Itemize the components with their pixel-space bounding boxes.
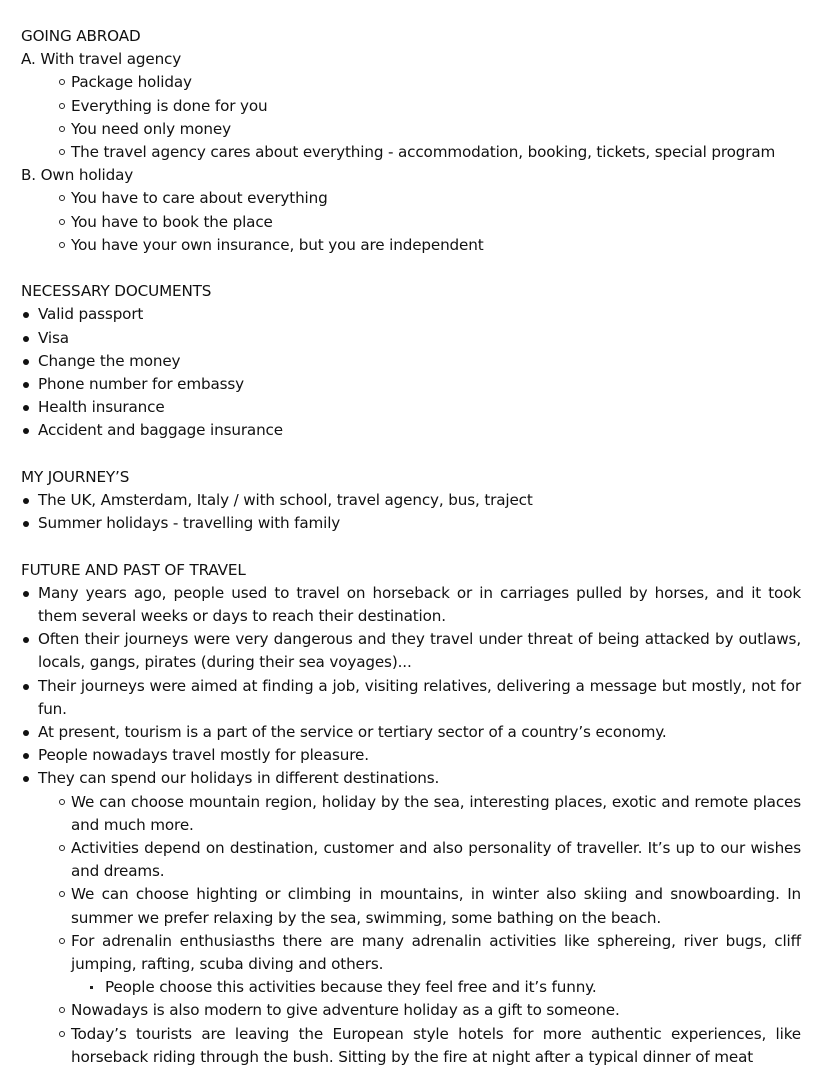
list-item: Accident and baggage insurance xyxy=(38,421,283,440)
list-item: People nowadays travel mostly for pleasure. xyxy=(38,746,369,765)
list-item: You have to care about everything xyxy=(71,189,328,208)
section-title-necessary-documents: NECESSARY DOCUMENTS xyxy=(21,282,212,301)
sub-list-item: Today’s tourists are leaving the European style hotels for more authentic experiences, like horseback riding through the bush. Sitting by the fire at night after a typical dinner of meat xyxy=(71,1024,801,1066)
sub-sub-list-item: People choose this activities because they feel free and it’s funny. xyxy=(105,978,597,997)
spacer xyxy=(21,535,801,558)
list-item: The travel agency cares about everything - accommodation, booking, tickets, special program xyxy=(71,143,776,162)
list-item: Health insurance xyxy=(38,398,165,417)
list-item: Everything is done for you xyxy=(71,96,268,115)
sub-list-item: Activities depend on destination, customer and also personality of traveller. It’s up to our wishes and dreams. xyxy=(71,839,801,881)
spacer xyxy=(21,443,801,466)
list-item: Change the money xyxy=(38,351,181,370)
list-item: The UK, Amsterdam, Italy / with school, travel agency, bus, traject xyxy=(38,491,533,510)
sub-list-item: We can choose mountain region, holiday by the sea, interesting places, exotic and remote places and much more. xyxy=(71,792,801,834)
list-item: At present, tourism is a part of the service or tertiary sector of a country’s economy. xyxy=(38,723,667,742)
list-item: Many years ago, people used to travel on horseback or in carriages pulled by horses, and it took them several weeks or days to reach their destination. xyxy=(38,583,801,626)
sub-list-item: We can choose highting or climbing in mountains, in winter also skiing and snowboarding. In summer we prefer relaxing by the sea, swimming, some bathing on the beach. xyxy=(71,885,801,927)
sub-list-item: For adrenalin enthusiasths there are many adrenalin activities like sphereing, river bugs, cliff jumping, rafting, scuba diving and others. xyxy=(71,931,801,974)
list-item: Package holiday xyxy=(71,73,192,92)
sub-list-item: Nowadays is also modern to give adventure holiday as a gift to someone. xyxy=(71,1001,620,1020)
list-item: Visa xyxy=(38,328,69,347)
spacer xyxy=(21,257,801,280)
section-title-future-and-past-of-travel: FUTURE AND PAST OF TRAVEL xyxy=(21,560,246,579)
list-item-a-with-travel-agency: A. With travel agency xyxy=(21,50,182,69)
list-item: Summer holidays - travelling with family xyxy=(38,514,341,533)
list-item: You have your own insurance, but you are independent xyxy=(71,235,484,254)
list-item: Their journeys were aimed at finding a job, visiting relatives, delivering a message but mostly, not for fun. xyxy=(38,676,801,718)
list-item: You have to book the place xyxy=(71,212,273,231)
list-item-b-own-holiday: B. Own holiday xyxy=(21,166,134,185)
list-item: Often their journeys were very dangerous and they travel under threat of being attacked by outlaws, locals, gangs, pirates (during their sea voyages)... xyxy=(38,630,801,672)
section-title-going-abroad: GOING ABROAD xyxy=(21,27,141,45)
list-item: Phone number for embassy xyxy=(38,375,244,394)
document-page xyxy=(21,25,801,1069)
list-item: They can spend our holidays in different destinations. xyxy=(38,769,440,788)
list-item: Valid passport xyxy=(38,305,144,324)
section-title-my-journeys: MY JOURNEY’S xyxy=(21,467,130,486)
list-item: You need only money xyxy=(71,119,231,138)
